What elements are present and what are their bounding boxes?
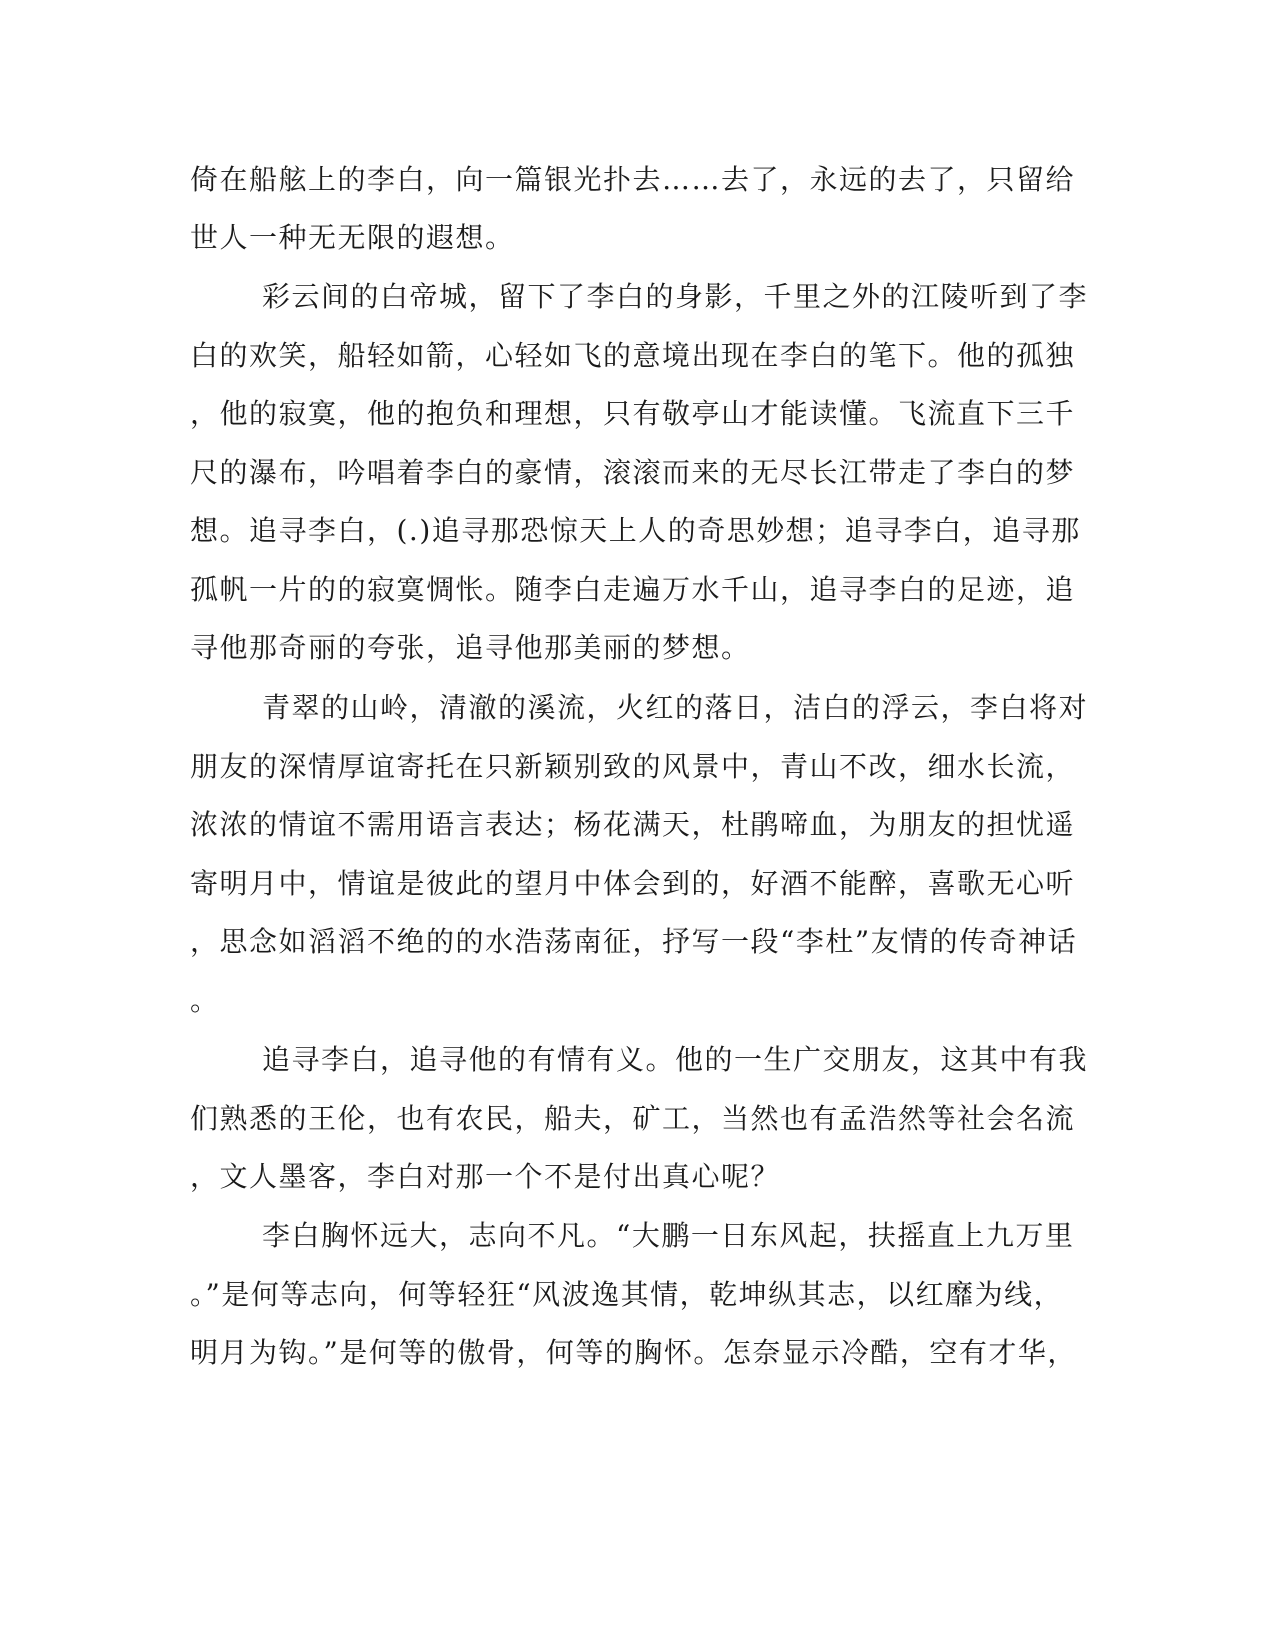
text-line: 浓浓的情谊不需用语言表达；杨花满天，杜鹃啼血，为朋友的担忧遥 — [190, 808, 1076, 841]
text-line: 们熟悉的王伦，也有农民，船夫，矿工，当然也有孟浩然等社会名流 — [190, 1102, 1076, 1135]
text-line: ，他的寂寞，他的抱负和理想，只有敬亭山才能读懂。飞流直下三千 — [190, 397, 1076, 430]
text-line: 寻他那奇丽的夸张，追寻他那美丽的梦想。 — [190, 631, 751, 664]
text-line: 尺的瀑布，吟唱着李白的豪情，滚滚而来的无尽长江带走了李白的梦 — [190, 456, 1076, 489]
text-line: ，文人墨客，李白对那一个不是付出真心呢？ — [190, 1160, 781, 1193]
text-line: 白的欢笑，船轻如箭，心轻如飞的意境出现在李白的笔下。他的孤独 — [190, 339, 1076, 372]
text-line: 想。追寻李白，(.)追寻那恐惊天上人的奇思妙想；追寻李白，追寻那 — [190, 514, 1081, 547]
text-line: ，思念如滔滔不绝的的水浩荡南征，抒写一段“李杜”友情的传奇神话 — [190, 925, 1078, 958]
text-line: 明月为钩。”是何等的傲骨，何等的胸怀。怎奈显示冷酷，空有才华， — [190, 1336, 1077, 1369]
text-line: 孤帆一片的的寂寞惆怅。随李白走遍万水千山，追寻李白的足迹，追 — [190, 573, 1076, 606]
text-line: 世人一种无无限的遐想。 — [190, 221, 515, 254]
paragraph-first-line: 彩云间的白帝城，留下了李白的身影，千里之外的江陵听到了李 — [262, 280, 1089, 313]
text-line: 。”是何等志向，何等轻狂“风波逸其情，乾坤纵其志，以红靡为线， — [190, 1278, 1064, 1311]
text-line: 。 — [190, 984, 220, 1017]
paragraph-first-line: 李白胸怀远大，志向不凡。“大鹏一日东风起，扶摇直上九万里 — [262, 1219, 1075, 1252]
paragraph-first-line: 青翠的山岭，清澈的溪流，火红的落日，洁白的浮云，李白将对 — [262, 691, 1089, 724]
text-line: 朋友的深情厚谊寄托在只新颖别致的风景中，青山不改，细水长流， — [190, 750, 1076, 783]
text-line: 寄明月中，情谊是彼此的望月中体会到的，好酒不能醉，喜歌无心听 — [190, 867, 1076, 900]
text-line: 倚在船舷上的李白，向一篇银光扑去……去了，永远的去了，只留给 — [190, 163, 1076, 196]
paragraph-first-line: 追寻李白，追寻他的有情有义。他的一生广交朋友，这其中有我 — [262, 1043, 1089, 1076]
